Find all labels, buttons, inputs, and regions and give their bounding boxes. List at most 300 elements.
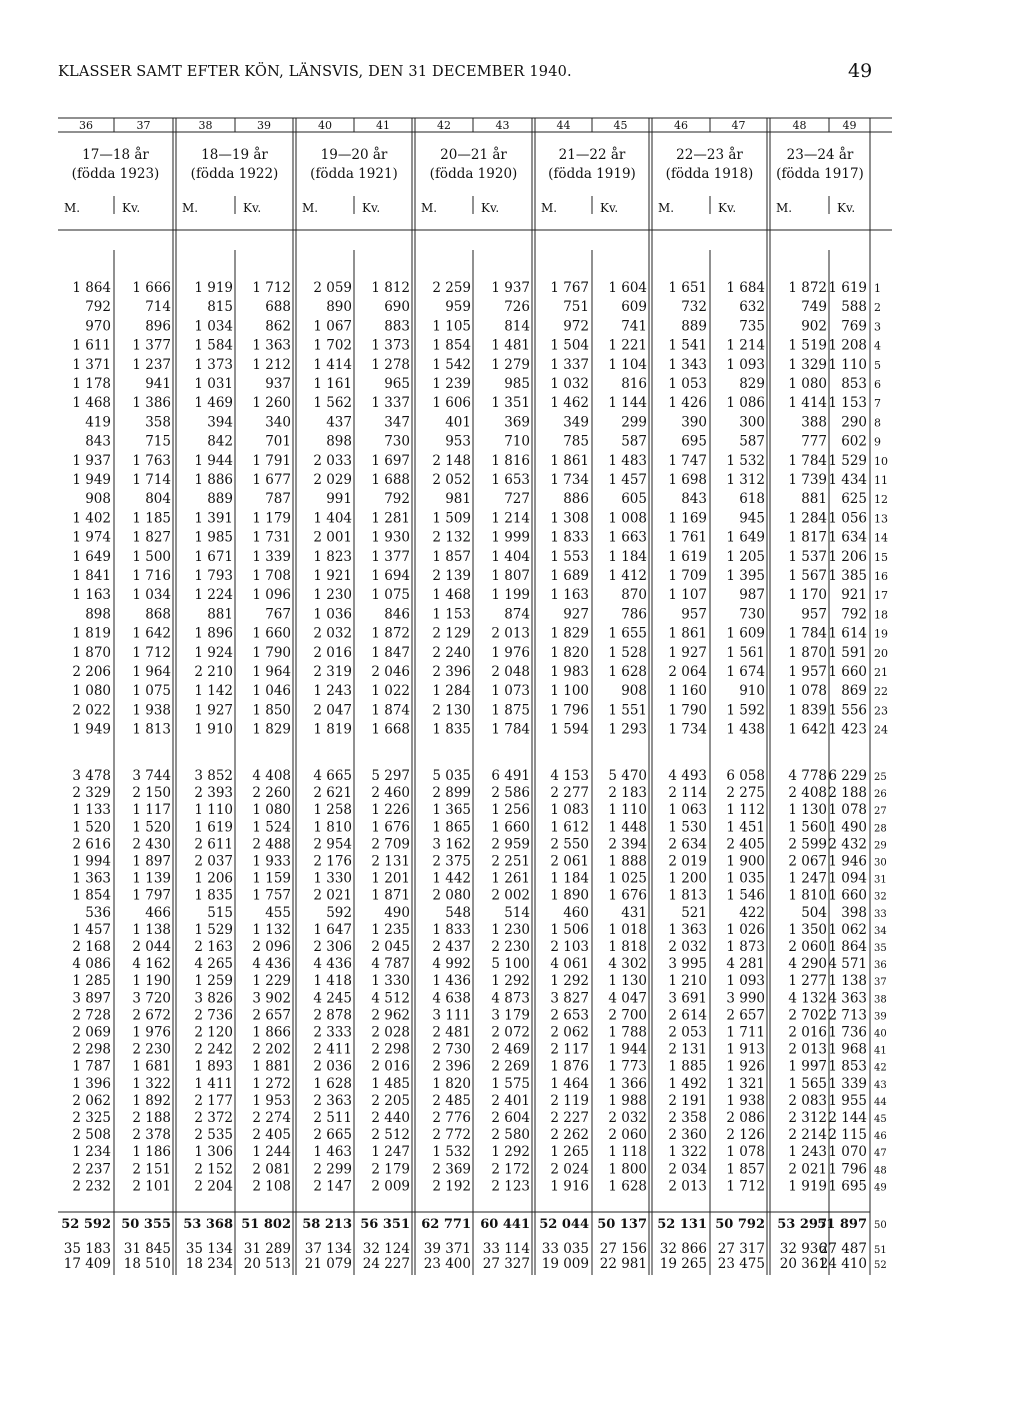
- table-cell: 35 134: [185, 1241, 233, 1257]
- table-cell: 1 163: [72, 587, 111, 604]
- table-cell: 1 709: [668, 568, 707, 584]
- table-cell: 1 857: [726, 1161, 765, 1178]
- row-number: 21: [874, 666, 888, 679]
- table-cell: 1 913: [726, 1041, 765, 1058]
- row-number: 1: [874, 282, 881, 295]
- table-cell: 60 441: [480, 1217, 530, 1232]
- table-cell: 2 586: [491, 785, 530, 802]
- table-cell: 1 567: [788, 568, 827, 584]
- table-cell: 2 319: [313, 664, 352, 680]
- table-cell: 1 871: [371, 887, 410, 904]
- table-cell: 1 655: [608, 625, 647, 642]
- table-cell: 1 841: [72, 568, 111, 584]
- table-cell: 1 434: [828, 472, 867, 488]
- table-cell: 2 275: [726, 785, 765, 802]
- age-group-label: 17—18 år: [82, 147, 149, 163]
- column-number-43: 43: [495, 119, 510, 132]
- table-cell: 898: [326, 433, 352, 450]
- table-cell: 1 343: [668, 356, 707, 373]
- table-cell: 1 506: [550, 921, 589, 938]
- table-cell: 1 666: [132, 280, 171, 296]
- table-cell: 1 272: [252, 1075, 291, 1092]
- table-cell: 515: [207, 904, 233, 921]
- table-cell: 945: [739, 510, 765, 527]
- table-cell: 1 812: [371, 280, 410, 296]
- table-cell: 4 132: [788, 990, 827, 1007]
- table-cell: 1 813: [668, 887, 707, 904]
- table-cell: 1 110: [828, 356, 867, 373]
- table-cell: 1 885: [668, 1058, 707, 1075]
- table-cell: 2 437: [432, 939, 471, 955]
- table-cell: 1 330: [313, 870, 352, 887]
- table-cell: 19 265: [659, 1256, 707, 1272]
- table-cell: 1 260: [252, 395, 291, 412]
- table-cell: 1 924: [194, 644, 233, 661]
- table-cell: 1 373: [371, 337, 410, 354]
- table-cell: 37 134: [304, 1241, 352, 1257]
- table-cell: 1 604: [608, 280, 647, 296]
- table-cell: 4 047: [608, 990, 647, 1007]
- table-cell: 959: [445, 299, 471, 316]
- table-cell: 1 541: [668, 337, 707, 354]
- row-number: 6: [874, 378, 881, 391]
- table-cell: 2 210: [194, 664, 233, 680]
- table-cell: 1 818: [608, 939, 647, 955]
- table-cell: 602: [841, 433, 867, 450]
- table-cell: 1 797: [132, 887, 171, 904]
- table-cell: 58 213: [302, 1217, 352, 1232]
- table-cell: 536: [85, 904, 111, 921]
- table-cell: 2 130: [432, 702, 471, 719]
- row-number: 35: [874, 943, 887, 954]
- table-cell: 1 688: [371, 472, 410, 488]
- table-cell: 2 205: [371, 1092, 410, 1109]
- table-cell: 1 261: [491, 870, 530, 887]
- table-cell: 1 591: [828, 644, 867, 661]
- table-cell: 1 229: [252, 973, 291, 990]
- table-cell: 587: [739, 433, 765, 450]
- table-cell: 1 870: [788, 644, 827, 661]
- row-number: 16: [874, 570, 888, 583]
- table-cell: 1 537: [788, 548, 827, 565]
- table-cell: 1 983: [550, 664, 589, 680]
- table-cell: 1 684: [726, 280, 765, 296]
- table-cell: 1 872: [788, 280, 827, 296]
- table-cell: 2 621: [313, 785, 352, 802]
- birth-year-label: (födda 1922): [190, 166, 279, 182]
- table-cell: 588: [841, 299, 867, 316]
- table-cell: 2 713: [828, 1007, 867, 1024]
- table-cell: 1 118: [608, 1144, 647, 1161]
- table-cell: 1 628: [608, 664, 647, 680]
- table-cell: 466: [145, 904, 171, 921]
- table-cell: 5 035: [432, 768, 471, 784]
- table-cell: 2 962: [371, 1007, 410, 1024]
- table-cell: 2 179: [371, 1161, 410, 1178]
- table-cell: 2 204: [194, 1178, 233, 1195]
- table-cell: 2 230: [491, 939, 530, 955]
- table-cell: 51 897: [817, 1217, 867, 1232]
- table-cell: 2 363: [313, 1092, 352, 1109]
- table-cell: 1 139: [132, 870, 171, 887]
- table-cell: 23 475: [717, 1256, 765, 1272]
- column-number-45: 45: [613, 119, 628, 132]
- table-cell: 1 078: [788, 683, 827, 700]
- birth-year-label: (födda 1918): [665, 166, 754, 182]
- table-cell: 3 478: [72, 768, 111, 784]
- table-cell: 1 179: [252, 510, 291, 527]
- table-cell: 862: [265, 318, 291, 335]
- table-cell: 1 363: [72, 870, 111, 887]
- table-cell: 1 850: [252, 702, 291, 719]
- table-cell: 632: [739, 299, 765, 316]
- table-cell: 1 078: [828, 802, 867, 819]
- table-cell: 2 251: [491, 853, 530, 870]
- table-cell: 2 206: [72, 664, 111, 680]
- table-cell: 4 281: [726, 956, 765, 973]
- table-cell: 1 927: [668, 644, 707, 661]
- table-cell: 1 695: [828, 1178, 867, 1195]
- table-cell: 1 865: [432, 819, 471, 836]
- table-cell: 2 604: [491, 1110, 530, 1126]
- table-cell: 2 611: [194, 836, 233, 853]
- table-cell: 2 580: [491, 1127, 530, 1144]
- table-cell: 4 408: [252, 768, 291, 784]
- table-cell: 1 308: [550, 510, 589, 527]
- table-cell: 1 243: [313, 683, 352, 700]
- table-cell: 2 614: [668, 1007, 707, 1024]
- table-cell: 889: [207, 491, 233, 508]
- row-number: 24: [874, 723, 888, 737]
- table-cell: 1 237: [132, 356, 171, 373]
- table-cell: 1 244: [252, 1144, 291, 1161]
- table-cell: 2 232: [72, 1178, 111, 1195]
- table-cell: 1 520: [72, 819, 111, 836]
- table-cell: 388: [801, 414, 827, 431]
- table-cell: 2 709: [371, 836, 410, 853]
- table-cell: 1 997: [788, 1058, 827, 1075]
- table-cell: 1 026: [726, 921, 765, 938]
- table-cell: 1 697: [371, 452, 410, 469]
- table-cell: 1 492: [668, 1075, 707, 1092]
- table-cell: 2 511: [313, 1110, 352, 1126]
- table-cell: 2 062: [550, 1024, 589, 1041]
- table-cell: 1 279: [491, 356, 530, 373]
- row-number: 38: [874, 994, 887, 1006]
- table-cell: 1 284: [788, 510, 827, 527]
- table-cell: 1 612: [550, 819, 589, 836]
- row-number: 45: [874, 1114, 887, 1125]
- table-cell: 2 192: [432, 1178, 471, 1195]
- table-cell: 1 676: [371, 819, 410, 836]
- table-cell: 3 897: [72, 990, 111, 1007]
- column-number-47: 47: [731, 119, 746, 132]
- table-cell: 792: [841, 606, 867, 623]
- table-cell: 2 083: [788, 1092, 827, 1109]
- table-cell: 6 058: [726, 768, 765, 784]
- table-cell: 2 274: [252, 1110, 291, 1126]
- table-cell: 2 096: [252, 939, 291, 955]
- table-cell: 1 944: [608, 1041, 647, 1058]
- table-cell: 1 671: [194, 548, 233, 565]
- table-cell: 1 810: [313, 819, 352, 836]
- table-cell: 1 200: [668, 870, 707, 887]
- table-cell: 31 845: [123, 1241, 171, 1257]
- table-cell: 1 163: [550, 587, 589, 604]
- table-cell: 1 968: [828, 1041, 867, 1058]
- table-cell: 1 214: [726, 337, 765, 354]
- row-number: 19: [874, 627, 888, 641]
- table-cell: 1 926: [726, 1058, 765, 1075]
- table-cell: 592: [326, 904, 352, 921]
- table-cell: 1 810: [788, 887, 827, 904]
- table-cell: 394: [207, 414, 233, 431]
- table-cell: 2 405: [252, 1127, 291, 1144]
- table-cell: 2 227: [550, 1110, 589, 1126]
- table-cell: 2 298: [72, 1041, 111, 1058]
- table-cell: 19 009: [541, 1256, 589, 1272]
- table-cell: 965: [384, 376, 410, 392]
- table-cell: 921: [841, 587, 867, 604]
- row-number: 3: [874, 320, 881, 334]
- table-cell: 1 235: [371, 921, 410, 938]
- table-cell: 2 047: [313, 702, 352, 719]
- table-cell: 4 290: [788, 956, 827, 973]
- table-cell: 777: [801, 433, 827, 450]
- table-cell: 2 393: [194, 785, 233, 802]
- table-cell: 3 179: [491, 1007, 530, 1024]
- table-cell: 358: [145, 414, 171, 431]
- row-number: 27: [874, 806, 887, 818]
- table-cell: 4 245: [313, 990, 352, 1007]
- table-cell: 21 079: [304, 1256, 352, 1272]
- table-cell: 609: [621, 299, 647, 316]
- table-cell: 1 530: [668, 819, 707, 836]
- table-cell: 1 833: [432, 921, 471, 938]
- table-cell: 2 657: [726, 1007, 765, 1024]
- table-cell: 1 988: [608, 1092, 647, 1109]
- table-cell: 4 992: [432, 956, 471, 973]
- table-cell: 1 561: [726, 644, 765, 661]
- table-cell: 1 524: [252, 819, 291, 836]
- table-cell: 1 529: [828, 452, 867, 469]
- table-cell: 2 152: [194, 1161, 233, 1178]
- table-cell: 1 186: [132, 1144, 171, 1161]
- table-cell: 1 105: [432, 318, 471, 335]
- table-cell: 1 949: [72, 721, 111, 738]
- table-cell: 1 161: [313, 376, 352, 392]
- table-cell: 2 037: [194, 853, 233, 870]
- table-cell: 2 036: [313, 1058, 352, 1075]
- row-number: 13: [874, 512, 888, 526]
- table-cell: 1 919: [194, 280, 233, 296]
- table-cell: 1 350: [788, 921, 827, 938]
- table-cell: 39 371: [423, 1241, 471, 1257]
- table-cell: 1 365: [432, 802, 471, 819]
- table-cell: 1 504: [550, 337, 589, 354]
- table-cell: 2 119: [550, 1092, 589, 1109]
- row-number: 34: [874, 925, 887, 937]
- table-cell: 514: [504, 904, 530, 921]
- table-cell: 1 436: [432, 973, 471, 990]
- table-cell: 4 061: [550, 956, 589, 973]
- row-number: 2: [874, 301, 881, 315]
- table-cell: 1 900: [726, 853, 765, 870]
- table-cell: 842: [207, 433, 233, 450]
- table-cell: 2 481: [432, 1024, 471, 1041]
- table-cell: 5 470: [608, 768, 647, 784]
- table-cell: 2 168: [72, 939, 111, 955]
- table-cell: 1 927: [194, 702, 233, 719]
- table-cell: 3 902: [252, 990, 291, 1007]
- table-cell: 1 964: [132, 664, 171, 680]
- table-cell: 2 103: [550, 939, 589, 955]
- table-cell: 910: [739, 683, 765, 700]
- table-cell: 1 711: [726, 1024, 765, 1041]
- table-cell: 1 442: [432, 870, 471, 887]
- table-cell: 1 278: [371, 356, 410, 373]
- table-cell: 2 776: [432, 1110, 471, 1126]
- table-cell: 4 571: [828, 956, 867, 973]
- row-number: 42: [874, 1062, 887, 1074]
- table-cell: 1 080: [252, 802, 291, 819]
- table-cell: 299: [621, 414, 647, 431]
- table-cell: 2 067: [788, 853, 827, 870]
- table-cell: 2 430: [132, 836, 171, 853]
- table-cell: 1 481: [491, 337, 530, 354]
- table-cell: 2 550: [550, 836, 589, 853]
- table-cell: 2 052: [432, 472, 471, 488]
- table-cell: 2 013: [788, 1041, 827, 1058]
- table-cell: 548: [445, 904, 471, 921]
- table-cell: 1 208: [828, 337, 867, 354]
- table-cell: 422: [739, 904, 765, 921]
- table-cell: 1 100: [550, 683, 589, 700]
- table-cell: 24 227: [362, 1256, 410, 1272]
- age-group-label: 20—21 år: [440, 147, 507, 163]
- table-cell: 1 130: [608, 973, 647, 990]
- table-cell: 2 369: [432, 1161, 471, 1178]
- table-cell: 1 532: [726, 452, 765, 469]
- table-cell: 1 835: [194, 887, 233, 904]
- table-cell: 1 734: [550, 472, 589, 488]
- table-cell: 1 418: [313, 973, 352, 990]
- table-cell: 1 423: [828, 721, 867, 738]
- column-number-48: 48: [792, 119, 807, 132]
- table-cell: 2 329: [72, 785, 111, 802]
- table-cell: 1 784: [788, 452, 827, 469]
- row-number: 48: [874, 1165, 887, 1177]
- table-cell: 1 791: [252, 452, 291, 469]
- table-cell: 51 802: [241, 1217, 291, 1232]
- table-cell: 1 677: [252, 472, 291, 488]
- table-cell: 1 093: [726, 356, 765, 373]
- table-cell: 868: [145, 606, 171, 623]
- table-cell: 2 002: [491, 887, 530, 904]
- table-cell: 1 921: [313, 568, 352, 584]
- table-cell: 1 078: [726, 1144, 765, 1161]
- table-cell: 2 086: [726, 1110, 765, 1126]
- table-cell: 1 153: [432, 606, 471, 623]
- table-cell: 889: [681, 318, 707, 335]
- table-cell: 2 191: [668, 1092, 707, 1109]
- table-cell: 1 034: [194, 318, 233, 335]
- table-cell: 1 184: [550, 870, 589, 887]
- table-cell: 20 361: [779, 1256, 827, 1272]
- table-cell: 2 306: [313, 939, 352, 955]
- table-cell: 290: [841, 414, 867, 431]
- table-cell: 2 059: [313, 280, 352, 296]
- row-number: 7: [874, 397, 881, 411]
- table-cell: 843: [85, 433, 111, 450]
- table-cell: 398: [841, 904, 867, 921]
- table-cell: 2 139: [432, 568, 471, 584]
- table-cell: 1 366: [608, 1075, 647, 1092]
- table-cell: 1 483: [608, 452, 647, 469]
- row-number: 22: [874, 685, 888, 699]
- table-cell: 792: [384, 491, 410, 508]
- table-cell: 1 876: [550, 1058, 589, 1075]
- table-cell: 2 080: [432, 887, 471, 904]
- table-cell: 1 938: [132, 702, 171, 719]
- table-cell: 1 787: [72, 1058, 111, 1075]
- row-number: 5: [874, 358, 881, 372]
- table-cell: 785: [563, 433, 589, 450]
- table-cell: 2 016: [788, 1024, 827, 1041]
- table-cell: 2 101: [132, 1178, 171, 1195]
- table-cell: 1 142: [194, 683, 233, 700]
- page-title: KLASSER SAMT EFTER KÖN, LÄNSVIS, DEN 31 DECEMBER 1940.: [58, 64, 572, 80]
- table-cell: 749: [801, 299, 827, 316]
- table-cell: 735: [739, 318, 765, 335]
- table-cell: 2 616: [72, 836, 111, 853]
- table-cell: 4 436: [313, 956, 352, 973]
- row-number: 15: [874, 550, 888, 564]
- table-cell: 2 899: [432, 785, 471, 802]
- row-number: 31: [874, 874, 887, 886]
- table-cell: 1 199: [491, 587, 530, 604]
- table-cell: 27 487: [819, 1241, 867, 1257]
- table-cell: 605: [621, 491, 647, 508]
- table-cell: 4 302: [608, 956, 647, 973]
- table-cell: 2 150: [132, 785, 171, 802]
- table-cell: 1 910: [194, 721, 233, 738]
- table-cell: 2 259: [432, 280, 471, 296]
- table-cell: 767: [265, 606, 291, 623]
- table-cell: 504: [801, 904, 827, 921]
- row-number: 25: [874, 772, 887, 783]
- table-cell: 2 148: [432, 452, 471, 469]
- table-cell: 2 188: [132, 1110, 171, 1126]
- table-cell: 2 360: [668, 1127, 707, 1144]
- table-cell: 2 060: [788, 939, 827, 955]
- table-cell: 1 008: [608, 510, 647, 527]
- table-cell: 2 032: [608, 1110, 647, 1126]
- row-number: 52: [874, 1260, 887, 1271]
- table-cell: 1 468: [72, 395, 111, 412]
- table-cell: 1 448: [608, 819, 647, 836]
- table-cell: 1 133: [72, 802, 111, 819]
- table-cell: 455: [265, 904, 291, 921]
- table-cell: 816: [621, 376, 647, 392]
- table-cell: 1 857: [432, 548, 471, 565]
- table-cell: 419: [85, 414, 111, 431]
- table-cell: 1 933: [252, 853, 291, 870]
- table-cell: 1 788: [608, 1024, 647, 1041]
- table-cell: 3 111: [432, 1007, 471, 1024]
- table-cell: 1 138: [132, 921, 171, 938]
- table-cell: 1 138: [828, 973, 867, 990]
